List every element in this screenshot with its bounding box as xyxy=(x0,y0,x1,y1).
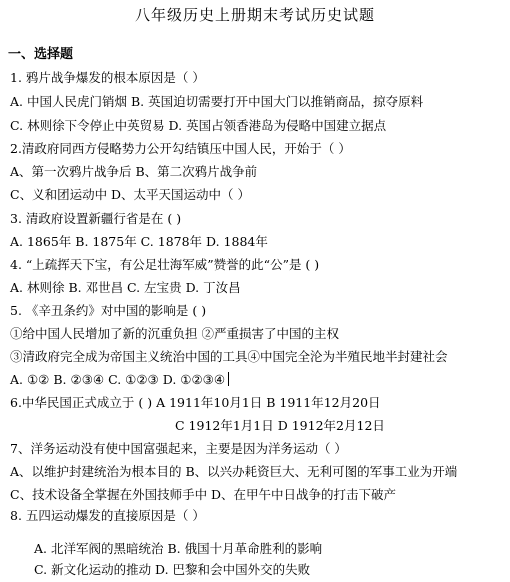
question-6-options-cd: C 1912年1月1日 D 1912年2月12日 xyxy=(175,418,385,433)
question-1-options-ab: A. 中国人民虎门销烟 B. 英国迫切需要打开中国大门以推销商品，掠夺原料 xyxy=(10,94,424,109)
question-5-items-12: ①给中国人民增加了新的沉重负担 ②严重损害了中国的主权 xyxy=(10,326,339,341)
question-5-items-34: ③清政府完全成为帝国主义统治中国的工具④中国完全沦为半殖民地半封建社会 xyxy=(10,349,448,364)
question-4-options: A. 林则徐 B. 邓世昌 C. 左宝贵 D. 丁汝昌 xyxy=(10,280,241,295)
question-8-options-ab: A. 北洋军阀的黑暗统治 B. 俄国十月革命胜利的影响 xyxy=(34,541,323,556)
question-5-options-text: A. ①② B. ②③④ C. ①②③ D. ①②③④ xyxy=(10,372,226,387)
question-1: 1. 鸦片战争爆发的根本原因是（ ） xyxy=(10,70,205,85)
question-2: 2.清政府同西方侵略势力公开勾结镇压中国人民，开始于（ ） xyxy=(10,141,351,156)
question-5: 5. 《辛丑条约》对中国的影响是 ( ) xyxy=(10,303,207,318)
question-7: 7、洋务运动没有使中国富强起来，主要是因为洋务运动（ ） xyxy=(10,441,347,456)
question-8-options-cd: C. 新文化运动的推动 D. 巴黎和会中国外交的失败 xyxy=(34,562,311,577)
question-5-options xyxy=(10,372,229,388)
section-heading: 一、选择题 xyxy=(8,47,74,62)
question-8: 8. 五四运动爆发的直接原因是（ ） xyxy=(10,508,205,523)
question-7-options-ab: A、以维护封建统治为根本目的 B、以兴办耗资巨大、无利可图的军事工业为开端 xyxy=(10,464,458,479)
question-1-options-cd: C. 林则徐下令停止中英贸易 D. 英国占领香港岛为侵略中国建立据点 xyxy=(10,118,387,133)
question-3: 3. 清政府设置新疆行省是在 ( ) xyxy=(10,211,182,226)
question-2-options-ab: A、第一次鸦片战争后 B、第二次鸦片战争前 xyxy=(10,164,258,179)
question-7-options-cd: C、技术设备全掌握在外国技师手中 D、在甲午中日战争的打击下破产 xyxy=(10,487,397,502)
text-cursor xyxy=(228,372,229,386)
question-3-options: A. 1865年 B. 1875年 C. 1878年 D. 1884年 xyxy=(10,234,268,249)
question-4: 4. “上疏挥天下宝，有公足壮海军威”赞誉的此“公”是 ( ) xyxy=(10,257,320,272)
question-6: 6.中华民国正式成立于 ( ) A 1911年10月1日 B 1911年12月20日 xyxy=(10,395,381,410)
page-title: 八年级历史上册期末考试历史试题 xyxy=(134,6,375,24)
question-2-options-cd: C、义和团运动中 D、太平天国运动中（ ） xyxy=(10,187,251,202)
